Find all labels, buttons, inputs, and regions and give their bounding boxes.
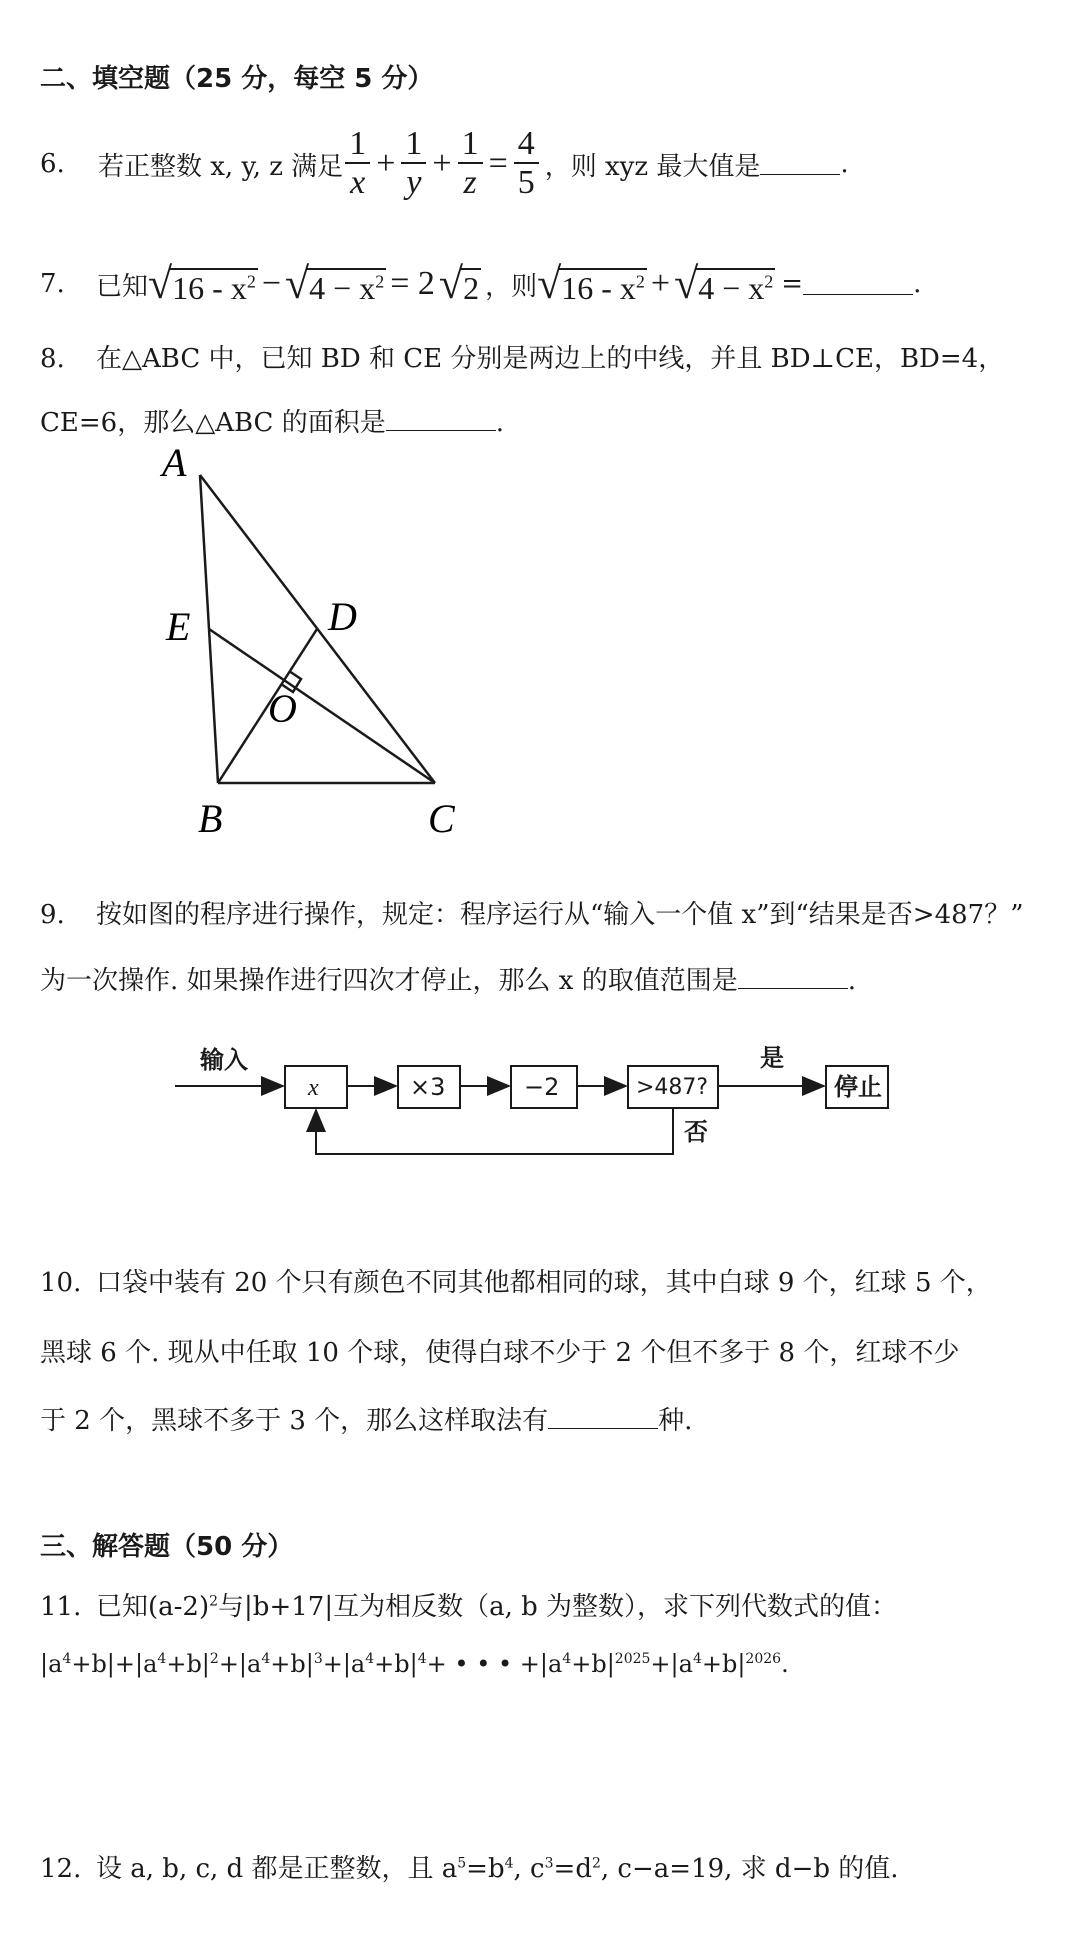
- question-8-line-1: [40, 338, 1004, 375]
- question-text: 与|b+17|互为相反数（a, b 为整数），求下列代数式的值：: [218, 1592, 898, 1622]
- plus-sign: +: [376, 145, 396, 182]
- flow-label-condition: >487?: [636, 1075, 709, 1100]
- answer-blank[interactable]: [760, 154, 840, 175]
- question-text: 口袋中装有 20 个只有颜色不同其他都相同的球，其中白球 9 个，红球 5 个，: [96, 1268, 992, 1298]
- period: .: [840, 149, 849, 179]
- question-number: 9.: [40, 900, 65, 930]
- section-2-title: 二、填空题（25 分，每空 5 分）: [40, 64, 434, 94]
- loop-back-arrow: [316, 1108, 673, 1154]
- question-text: 种.: [658, 1406, 693, 1436]
- question-number: 10.: [40, 1268, 82, 1298]
- question-text: 按如图的程序进行操作，规定：程序运行从“输入一个值 x”到“结果是否>487？”: [96, 900, 1024, 930]
- equals-sign: =: [488, 145, 508, 182]
- triangle-figure: [150, 440, 480, 840]
- period: .: [913, 269, 922, 299]
- question-number: 6.: [40, 149, 65, 179]
- superscript: 2: [209, 1593, 219, 1610]
- question-10-line-3: [40, 1400, 692, 1437]
- question-text: CE=6，那么△ABC 的面积是: [40, 408, 386, 438]
- minus-sign: −: [261, 265, 282, 302]
- median-CE: [209, 629, 435, 783]
- question-text: ，则 xyz 最大值是: [544, 151, 761, 182]
- question-8-line-2: [40, 402, 504, 439]
- question-text: 若正整数 x, y, z 满足: [98, 151, 344, 182]
- answer-blank[interactable]: [803, 274, 913, 295]
- equals-sign: =: [781, 269, 804, 299]
- question-number: 12.: [40, 1854, 82, 1884]
- flow-label-yes: 是: [760, 1044, 784, 1072]
- flow-label-minus2: −2: [524, 1073, 560, 1101]
- question-10-line-2: [40, 1332, 959, 1369]
- question-text: 为一次操作. 如果操作进行四次才停止，那么 x 的取值范围是: [40, 966, 738, 996]
- question-11-line-1: [40, 1586, 897, 1623]
- question-text: 黑球 6 个. 现从中任取 10 个球，使得白球不少于 2 个但不多于 8 个，红球不少: [40, 1338, 960, 1368]
- label-D: D: [328, 594, 357, 639]
- question-10-line-1: [40, 1262, 992, 1299]
- question-text: 已知: [96, 271, 149, 302]
- flow-label-stop: 停止: [834, 1073, 882, 1101]
- side-AC: [200, 475, 435, 783]
- label-B: B: [198, 796, 223, 840]
- period: .: [495, 408, 504, 438]
- flowchart: [170, 1036, 910, 1176]
- fraction-1-over-y: $\frac{1}{y}$: [401, 126, 426, 202]
- answer-blank[interactable]: [738, 968, 848, 989]
- question-12: 12. 设 a, b, c, d 都是正整数，且 $a^5=b^4$, $c^3=d^2$, c−a=19, 求 d−b 的值.: [40, 1854, 899, 1884]
- question-number: 7.: [40, 269, 65, 299]
- sqrt-16-minus-x2: √ $16 - x^2$: [537, 259, 645, 308]
- question-9-line-2: [40, 960, 856, 997]
- question-number: 8.: [40, 344, 65, 374]
- label-C: C: [428, 796, 455, 840]
- question-text: 已知(a-2): [96, 1592, 210, 1622]
- label-A: A: [162, 440, 187, 485]
- label-O: O: [268, 686, 297, 731]
- question-6: [40, 126, 849, 202]
- question-7: [40, 259, 922, 308]
- plus-sign: +: [432, 145, 452, 182]
- fraction-1-over-x: $\frac{1}{x}$: [345, 126, 370, 202]
- equals-2: = 2: [390, 265, 435, 302]
- question-text: 于 2 个，黑球不多于 3 个，那么这样取法有: [40, 1406, 549, 1436]
- period: .: [847, 966, 856, 996]
- question-text: ，则: [485, 271, 538, 302]
- flow-label-input: 输入: [200, 1046, 248, 1074]
- flow-label-times3: ×3: [410, 1073, 446, 1101]
- flow-label-no: 否: [684, 1118, 708, 1146]
- sqrt-16-minus-x2: √ $16 - x^2$: [148, 259, 256, 308]
- label-E: E: [166, 604, 191, 649]
- plus-sign: +: [650, 265, 671, 302]
- question-9-line-1: [40, 894, 1024, 931]
- sqrt-4-minus-x2: √ $4 - x^2$: [674, 259, 774, 308]
- question-11-expression: $|a^4+b|+|a^4+b|^2+|a^4+b|^3+|a^4+b|^4+$ • • • $+|a^4+b|^{2025}+|a^4+b|^{2026}$.: [40, 1650, 789, 1678]
- question-number: 11.: [40, 1592, 82, 1622]
- flow-label-x: x: [308, 1075, 319, 1101]
- question-text: 在△ABC 中，已知 BD 和 CE 分别是两边上的中线，并且 BD⊥CE，BD=4，: [96, 344, 1005, 374]
- section-3-title: 三、解答题（50 分）: [40, 1532, 294, 1562]
- answer-blank[interactable]: [386, 410, 496, 431]
- sqrt-4-minus-x2: √ $4 - x^2$: [285, 259, 385, 308]
- fraction-4-over-5: $\frac{4}{5}$: [514, 126, 539, 202]
- ellipsis: • • •: [454, 1650, 513, 1678]
- sqrt-2: √ 2: [438, 259, 480, 308]
- fraction-1-over-z: $\frac{1}{z}$: [458, 126, 483, 202]
- answer-blank[interactable]: [548, 1408, 658, 1429]
